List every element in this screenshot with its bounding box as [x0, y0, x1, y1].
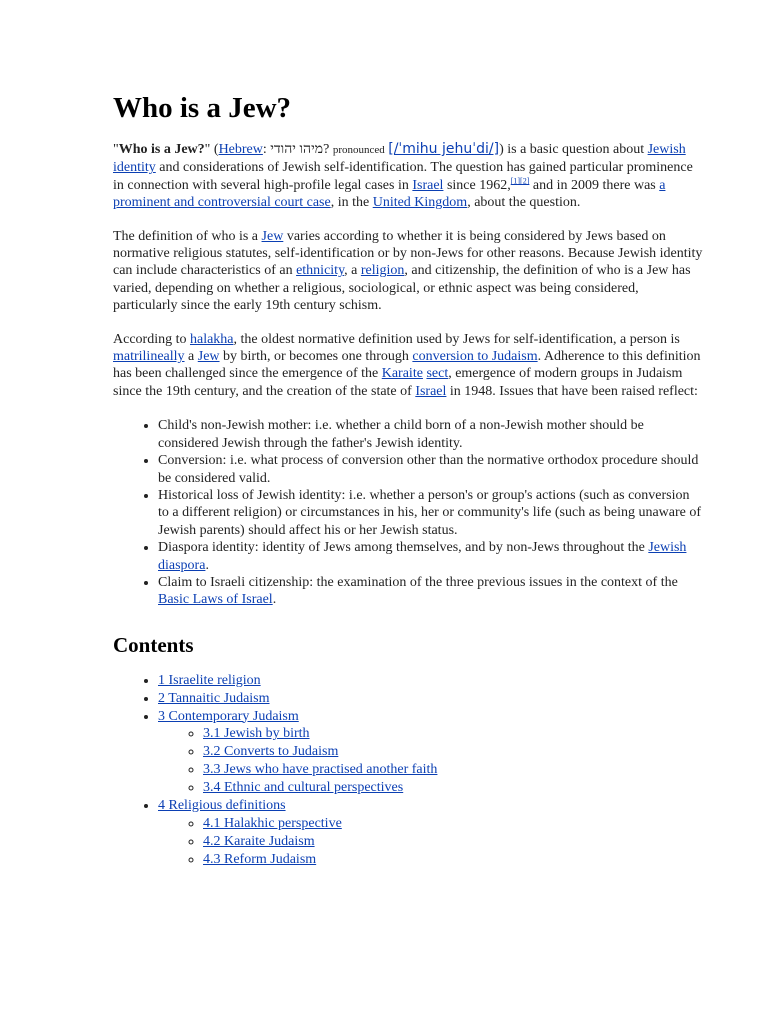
link-matrilineally[interactable]: matrilineally	[113, 349, 185, 365]
link-karaite[interactable]: Karaite	[381, 366, 423, 382]
link-court-case[interactable]: a prominent and controversial court case	[113, 177, 666, 211]
toc-item	[158, 797, 703, 869]
toc-link-1[interactable]: 1 Israelite religion	[158, 672, 261, 688]
list-item: • Diaspora identity: identity of Jews among themselves, and by non-Jews throughout the Jewish diaspora.	[158, 539, 703, 574]
link-ipa[interactable]: [/ˈmihu jehuˈdi/]	[388, 141, 500, 157]
link-israel[interactable]: Israel	[412, 177, 444, 193]
reference-markers	[511, 176, 530, 185]
toc-link-2[interactable]: 2 Tannaitic Judaism	[158, 690, 270, 706]
definition-paragraph: The definition of who is a Jew varies according to whether it is being considered by Jews based on normative religious statutes, self-identification or by non-Jews for other reasons. Because Jewish identity can include characteristics of an ethnicity, a religion, and citizenship, the definition of who is a Jew has varied, depending on whether a religious, sociological, or ethnic aspect was being considered, particularly since the early 19th century schism.	[113, 228, 703, 314]
toc-link-4[interactable]: 4 Religious definitions	[158, 798, 286, 814]
link-religion[interactable]: religion	[360, 263, 405, 279]
halakha-paragraph: According to halakha, the oldest normative definition used by Jews for self-identification, a person is matrilineally a Jew by birth, or becomes one through conversion to Judaism. Adherence to this definition has been challenged since the emergence of the Karaite sect, emergence of modern groups in Judaism since the 19th century, and the creation of the state of Israel in 1948. Issues that have been raised reflect:	[113, 331, 701, 399]
hebrew-text: : מיהו יהודי?	[262, 142, 333, 157]
link-refs[interactable]: [1][2]	[510, 176, 530, 186]
list-item: • Child's non-Jewish mother: i.e. whether a child born of a non-Jewish mother should be considered Jewish through the father's Jewish identity.	[158, 417, 703, 452]
link-ethnicity[interactable]: ethnicity	[296, 263, 345, 279]
link-united-kingdom[interactable]: United Kingdom	[372, 195, 468, 211]
toc-subitem	[203, 743, 703, 761]
link-jewish-diaspora[interactable]: Jewish diaspora	[158, 540, 687, 573]
toc-item	[158, 690, 703, 708]
toc-link-3[interactable]: 3 Contemporary Judaism	[158, 708, 299, 724]
toc-subitem	[203, 833, 703, 851]
toc-subitem	[203, 815, 703, 833]
table-of-contents	[113, 672, 703, 869]
link-basic-laws[interactable]: Basic Laws of Israel	[158, 592, 273, 608]
toc-link-4-1[interactable]: 4.1 Halakhic perspective	[203, 816, 342, 831]
toc-sublist	[158, 725, 703, 797]
toc-link-3-2[interactable]: 3.2 Converts to Judaism	[203, 744, 339, 760]
toc-subitem	[203, 779, 703, 797]
list-item: • Claim to Israeli citizenship: the examination of the three previous issues in the context of the Basic Laws of Israel.	[158, 574, 703, 609]
toc-link-4-2[interactable]: 4.2 Karaite Judaism	[203, 833, 315, 849]
link-jewish-identity[interactable]: Jewish identity	[113, 142, 686, 176]
link-jew[interactable]: Jew	[261, 228, 284, 244]
link-sect[interactable]: sect	[426, 366, 449, 382]
toc-link-3-3[interactable]: 3.3 Jews who have practised another faith	[203, 762, 438, 778]
link-hebrew[interactable]: Hebrew	[218, 142, 263, 157]
intro-bold-title: Who is a Jew?	[118, 142, 205, 157]
link-israel-2[interactable]: Israel	[415, 383, 447, 399]
link-conversion[interactable]: conversion to Judaism	[412, 349, 538, 365]
article-body	[113, 88, 703, 869]
pronounced-label: pronounced	[332, 144, 385, 156]
toc-sublist	[158, 815, 703, 869]
contents-heading: Contents	[113, 632, 194, 657]
page-title: Who is a Jew?	[113, 92, 292, 124]
list-item: • Conversion: i.e. what process of conversion other than the normative orthodox procedure should be considered valid.	[158, 452, 703, 487]
toc-subitem	[203, 725, 703, 743]
toc-item	[158, 708, 703, 798]
intro-paragraph: "Who is a Jew?" (Hebrew: מיהו יהודי? pronounced [/ˈmihu jehuˈdi/]) is a basic question about Jewish identity and considerations of Jewish self-identification. The question has gained particular prominence in connection with several high-profile legal cases in Israel since 1962,[1][2] and in 2009 there was a prominent and controversial court case, in the United Kingdom, about the question.	[113, 141, 693, 211]
list-item: • Historical loss of Jewish identity: i.e. whether a person's or group's actions (such as conversion to a different religion) or circumstances in his, her or community's life (such as being unaware of Jewish parents) should affect his or her Jewish status.	[158, 487, 703, 539]
link-halakha[interactable]: halakha	[189, 331, 234, 347]
toc-subitem	[203, 851, 703, 869]
toc-item	[158, 672, 703, 690]
toc-link-4-3[interactable]: 4.3 Reform Judaism	[203, 851, 317, 867]
toc-link-3-1[interactable]: 3.1 Jewish by birth	[203, 726, 310, 742]
issues-list	[113, 417, 703, 608]
toc-subitem	[203, 761, 703, 779]
link-jew-2[interactable]: Jew	[197, 349, 220, 365]
toc-link-3-4[interactable]: 3.4 Ethnic and cultural perspectives	[203, 780, 404, 796]
